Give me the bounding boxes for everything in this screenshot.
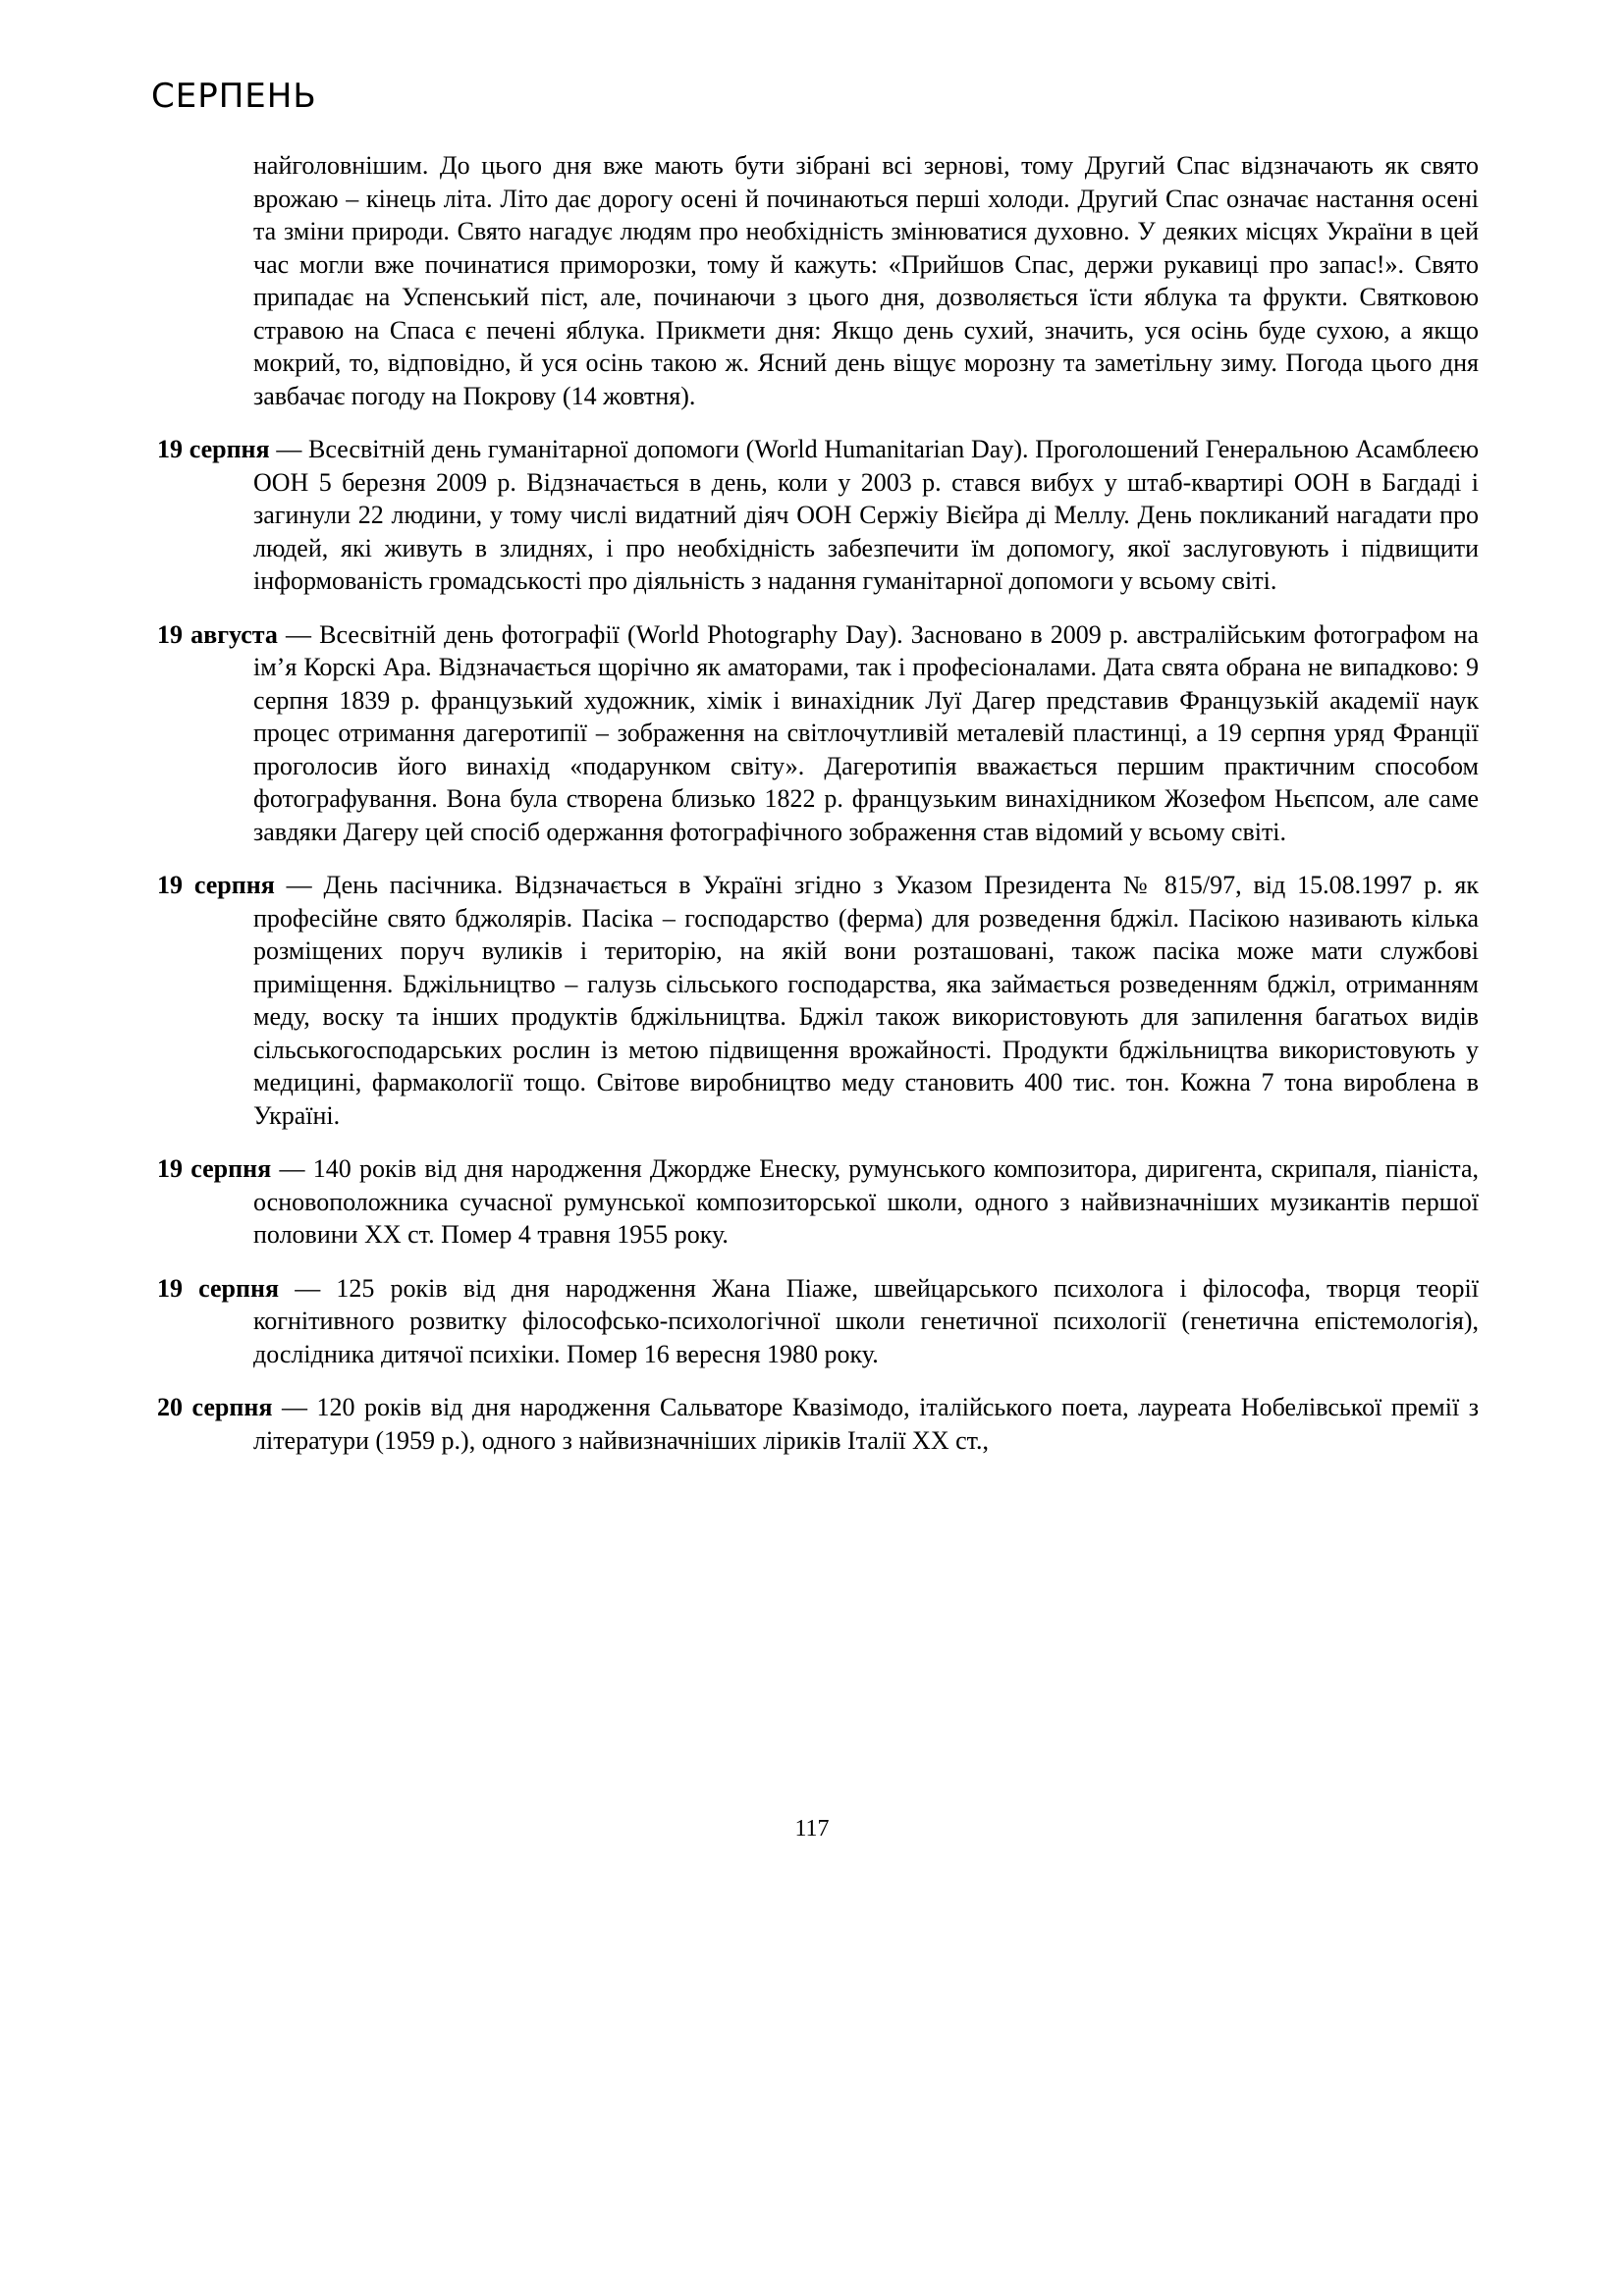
entry-paragraph	[157, 1152, 1479, 1252]
entry-text: — Всесвітній день гуманітарної допомоги (World Humanitarian Day). Проголошений Генеральною Асамблеєю ООН 5 березня 2009 р. Відзначається в день, коли у 2003 р. стався вибух у штаб-квартирі ООН в Багдаді і загинули 22 людини, у тому числі видатний діяч ООН Сержіу Вієйра ді Меллу. День покликаний нагадати про людей, які живуть в злиднях, і про необхідність забезпечити їм допомогу, якої заслуговують і підвищити інформованість громадськості про діяльність з надання гуманітарної допомоги у всьому світі.	[253, 435, 1479, 595]
continuation-paragraph: найголовнішим. До цього дня вже мають бути зібрані всі зернові, тому Другий Спас відзначають як свято врожаю – кінець літа. Літо дає дорогу осені й починаються перші холоди. Другий Спас означає настання осені та зміни природи. Свято нагадує людям про необхідність змінюватися духовно. У деяких місцях України в цей час могли вже починатися приморозки, тому й кажуть: «Прийшов Спас, держи рукавиці про запас!». Свято припадає на Успенський піст, але, починаючи з цього дня, дозволяється їсти яблука та фрукти. Святковою стравою на Спаса є печені яблука. Прикмети дня: Якщо день сухий, значить, уся осінь буде сухою, а якщо мокрий, то, відповідно, й уся осінь такою ж. Ясний день віщує морозну та заметільну зиму. Погода цього дня завбачає погоду на Покрову (14 жовтня).	[253, 151, 1479, 410]
entry-date: 19 серпня	[157, 871, 275, 899]
entry-paragraph	[157, 618, 1479, 849]
entry-paragraph	[157, 433, 1479, 598]
entry-text: — Всесвітній день фотографії (World Photography Day). Засновано в 2009 р. австралійським фотографом на ім’я Корскі Ара. Відзначається щорічно як аматорами, так і професіоналами. Дата свята обрана не випадково: 9 серпня 1839 р. французький художник, хімік і винахідник Луї Дагер представив Французькій академії наук процес отримання дагеротипії – зображення на світлочутливій металевій пластинці, а 19 серпня уряд Франції проголосив його винахід «подарунком світу». Дагеротипія вважається першим практичним способом фотографування. Вона була створена близько 1822 р. французьким винахідником Жозефом Ньєпсом, але саме завдяки Дагеру цей спосіб одержання фотографічного зображення став відомий у всьому світі.	[253, 619, 1479, 846]
entry-date: 19 августа	[157, 619, 278, 649]
page-number: 117	[794, 1816, 830, 1842]
entry-date: 20 серпня	[157, 1393, 273, 1421]
entry-text: — День пасічника. Відзначається в Україні згідно з Указом Президента № 815/97, від 15.08.1997 р. як професійне свято бджолярів. Пасіка – господарство (ферма) для розведення бджіл. Пасікою називають кілька розміщених поруч вуликів і територію, на якій вони розташовані, також пасіка може мати службові приміщення. Бджільництво – галузь сільського господарства, яка займається розведенням бджіл, отриманням меду, воску та інших продуктів бджільництва. Бджіл також використовують для запилення багатьох видів сільськогосподарських рослин із метою підвищення врожайності. Продукти бджільництва використовують у медицині, фармакології тощо. Світове виробництво меду становить 400 тис. тон. Кожна 7 тона вироблена в Україні.	[253, 871, 1479, 1130]
entry-text: — 140 років від дня народження Джордже Енеску, румунського композитора, диригента, скрипаля, піаніста, основоположника сучасної румунської композиторської школи, одного з найвизначніших музикантів першої половини ХХ ст. Помер 4 травня 1955 року.	[253, 1154, 1480, 1249]
entry-paragraph	[157, 1272, 1479, 1371]
entry-text: — 120 років від дня народження Сальваторе Квазімодо, італійського поета, лауреата Нобелівської премії з літератури (1959 р.), одного з найвизначніших ліриків Італії ХХ ст.,	[253, 1393, 1479, 1455]
entry-date: 19 серпня	[157, 1154, 272, 1183]
page-header-title: СЕРПЕНЬ	[151, 77, 317, 116]
entry-date: 19 серпня	[157, 1273, 280, 1303]
document-body	[157, 149, 1479, 1477]
entry-paragraph	[157, 869, 1479, 1132]
entry-date: 19 серпня	[157, 435, 270, 463]
entry-text: — 125 років від дня народження Жана Піаже, швейцарського психолога і філософа, творця теорії когнітивного розвитку філософсько-психологічної школи генетичної психології (генетична епістемологія), дослідника дитячої психіки. Помер 16 вересня 1980 року.	[253, 1273, 1479, 1368]
entry-paragraph	[157, 1391, 1479, 1457]
